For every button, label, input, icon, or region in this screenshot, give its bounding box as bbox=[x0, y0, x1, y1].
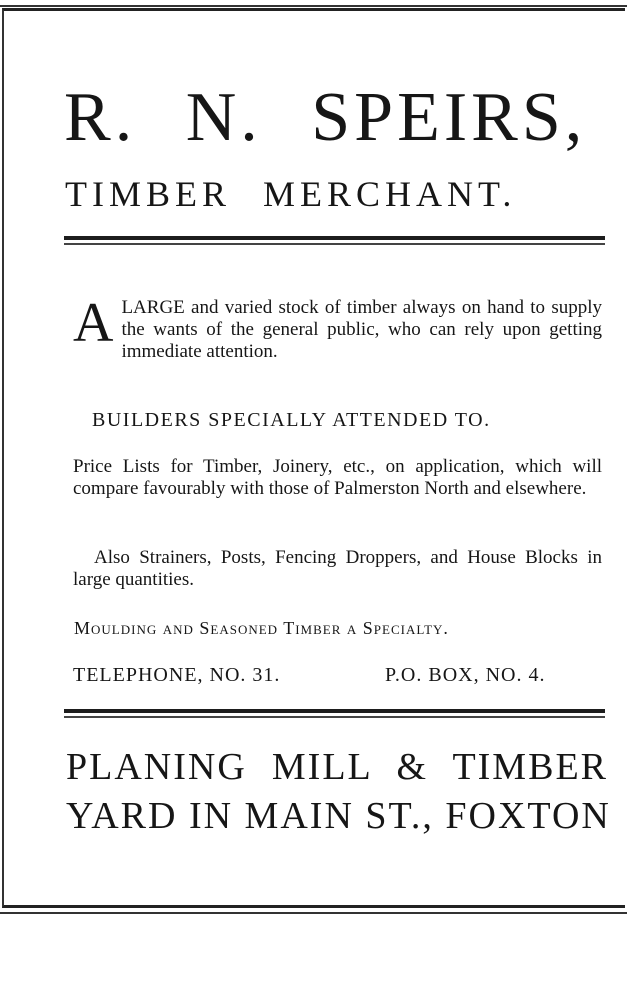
po-box-number: P.O. BOX, NO. 4. bbox=[385, 664, 546, 686]
intro-text: LARGE and varied stock of timber always on hand to supply the wants of the general public, who can rely upon getting immediate attention. bbox=[121, 297, 602, 362]
footer-line-1: PLANING MILL & TIMBER bbox=[66, 746, 608, 788]
builders-line: BUILDERS SPECIALLY ATTENDED TO. bbox=[92, 409, 491, 431]
telephone-number: TELEPHONE, NO. 31. bbox=[73, 664, 281, 686]
price-lists-paragraph: Price Lists for Timber, Joinery, etc., on application, which will compare favourably with those of Palmerston North and elsewhere. bbox=[73, 456, 602, 499]
footer-line-2: YARD IN MAIN ST., FOXTON bbox=[66, 795, 611, 837]
strainers-paragraph: Also Strainers, Posts, Fencing Droppers, and House Blocks in large quantities. bbox=[73, 547, 602, 590]
bottom-border-rule bbox=[0, 912, 627, 914]
merchant-name: R. N. SPEIRS, bbox=[64, 79, 587, 156]
moulding-line: Moulding and Seasoned Timber a Specialty. bbox=[74, 618, 449, 638]
intro-paragraph bbox=[73, 292, 602, 363]
drop-cap: A bbox=[73, 292, 114, 354]
merchant-trade: TIMBER MERCHANT. bbox=[65, 174, 517, 214]
top-border-rule bbox=[0, 5, 627, 7]
header-divider bbox=[64, 236, 605, 246]
contact-line bbox=[73, 663, 603, 687]
footer-divider bbox=[64, 709, 605, 719]
